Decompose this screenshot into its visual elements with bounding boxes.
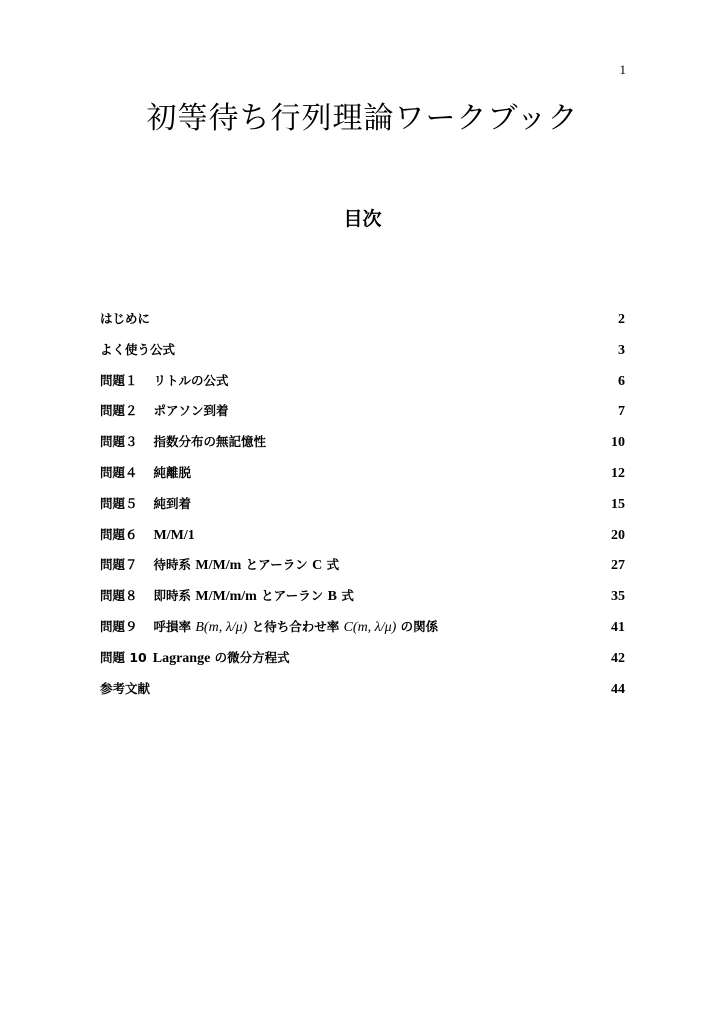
toc-entry-title-part: の微分方程式: [210, 649, 290, 665]
toc-entry-title: [154, 371, 229, 389]
toc-entry-page: 15: [611, 496, 625, 512]
toc-entry-title-part: と待ち合わせ率: [247, 618, 344, 634]
toc-heading: 目次: [343, 208, 382, 230]
toc-entry-title-part: M/M/m: [195, 558, 242, 574]
toc-entry-title-part: 純離脱: [153, 464, 192, 480]
document-title: 初等待ち行列理論ワークブック: [146, 101, 579, 136]
toc-entry-title-part: C(m, λ/μ): [343, 619, 397, 635]
toc-entry-title-part: B(m, λ/μ): [195, 619, 248, 635]
toc-entry-title: [154, 528, 195, 544]
toc-entry-title-part: 即時系: [153, 588, 196, 604]
toc-entry-title-part: 式: [336, 588, 354, 604]
toc-entry-number: 問題６: [100, 526, 138, 542]
toc-entry-problem-9[interactable]: [100, 617, 625, 648]
toc-entry-references[interactable]: [100, 679, 625, 710]
page-number: 1: [619, 62, 626, 77]
toc-entry-page: 41: [611, 619, 625, 635]
toc-entry-title-part: ポアソン到着: [153, 403, 229, 419]
toc-entry-title: [154, 617, 439, 636]
toc-entry-page: 2: [618, 312, 625, 327]
toc-entry-title-part: 式: [322, 557, 340, 573]
toc-entry-title-part: とアーラン: [256, 588, 328, 604]
toc-entry-title-part: B: [327, 589, 337, 605]
toc-entry-title-part: 呼損率: [153, 618, 196, 634]
toc-entry-page: 20: [611, 527, 625, 543]
toc-entry-title: [154, 555, 340, 574]
toc-entry-number: 問題５: [100, 495, 138, 511]
toc-entry-number: 問題８: [100, 588, 138, 604]
toc-entry-introduction[interactable]: [100, 309, 625, 340]
toc-entry-page: 44: [611, 681, 625, 697]
toc-entry-title-part: C: [312, 558, 323, 574]
toc-entry-problem-8[interactable]: [100, 586, 625, 617]
toc-entry-problem-3[interactable]: [100, 432, 625, 463]
toc-entry-page: 35: [611, 589, 625, 605]
toc-entry-title: [154, 432, 267, 450]
toc-entry-problem-5[interactable]: [100, 494, 625, 525]
toc-entry-title-part: 指数分布の無記憶性: [153, 434, 267, 450]
table-of-contents: [100, 309, 625, 709]
toc-entry-problem-2[interactable]: [100, 401, 625, 432]
toc-entry-page: 42: [611, 650, 625, 666]
toc-entry-problem-4[interactable]: [100, 463, 625, 494]
toc-entry-title: よく使う公式: [100, 341, 176, 357]
toc-entry-problem-6[interactable]: [100, 525, 625, 556]
toc-entry-page: 7: [618, 404, 625, 420]
toc-entry-title-part: Lagrange: [152, 650, 211, 666]
toc-entry-title-part: 待時系: [153, 557, 196, 573]
toc-entry-problem-1[interactable]: [100, 371, 625, 402]
toc-entry-title: [154, 463, 192, 481]
toc-entry-title: 参考文献: [100, 680, 151, 696]
toc-entry-page: 6: [618, 373, 625, 389]
toc-entry-number: 問題１: [100, 372, 138, 388]
toc-entry-page: 27: [611, 558, 625, 574]
toc-entry-title-part: M/M/m/m: [195, 589, 257, 605]
toc-entry-problem-7[interactable]: [100, 555, 625, 586]
toc-entry-number: 問題３: [100, 434, 138, 450]
toc-entry-title-part: とアーラン: [241, 557, 313, 573]
toc-entry-number: 問題４: [100, 464, 138, 480]
toc-entry-number: 問題９: [100, 618, 138, 634]
toc-entry-title-part: の関係: [396, 618, 439, 634]
toc-entry-title: [154, 494, 192, 512]
toc-entry-common-formulas[interactable]: [100, 340, 625, 371]
toc-entry-title: [154, 586, 354, 605]
toc-entry-title: [154, 401, 229, 419]
toc-entry-title-part: M/M/1: [153, 527, 195, 543]
toc-entry-title: [153, 648, 290, 667]
toc-entry-number: 問題 10: [100, 649, 147, 665]
toc-entry-title-part: リトルの公式: [153, 372, 229, 388]
toc-entry-number: 問題７: [100, 557, 138, 573]
toc-entry-page: 12: [611, 465, 625, 481]
toc-entry-number: 問題２: [100, 403, 138, 419]
toc-entry-title: はじめに: [100, 311, 151, 326]
toc-entry-title-part: 純到着: [153, 495, 192, 511]
toc-entry-problem-10[interactable]: [100, 648, 625, 679]
toc-entry-page: 10: [611, 435, 625, 451]
toc-entry-page: 3: [618, 342, 625, 358]
